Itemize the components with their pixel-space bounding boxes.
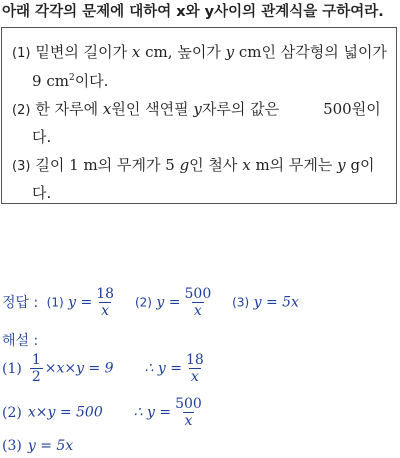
step-1-number: (1) — [2, 360, 22, 377]
answer-3-number: (3) — [232, 295, 250, 310]
answer-2-number: (2) — [134, 295, 152, 310]
problem-1-line-1 — [12, 41, 387, 62]
answer-1-fraction — [94, 286, 116, 319]
problem-1-text-c: 인 삼각형의 넓이가 — [261, 43, 387, 61]
var-y: y — [337, 156, 346, 174]
fraction-denominator: x — [101, 303, 110, 319]
price-value: 500 — [323, 100, 352, 118]
problem-3-number: (3) — [12, 159, 31, 174]
unit-m: m — [255, 156, 270, 174]
fraction-denominator: 2 — [31, 369, 41, 385]
explanation-step-3 — [2, 438, 73, 454]
unit-g: g — [350, 156, 361, 174]
var-y: y — [193, 100, 202, 118]
unit-cm: cm, — [145, 43, 173, 61]
step-1-therefore: ∴ y = — [144, 360, 182, 377]
explanation-step-2 — [2, 396, 206, 429]
fraction-numerator: 18 — [185, 352, 204, 368]
problem-3-text-e: 이 — [360, 156, 375, 174]
problem-2-text-a: 한 자루에 — [35, 100, 103, 118]
problem-3-text-c: 인 철사 — [189, 156, 243, 174]
problem-2-text-b: 원인 색연필 — [111, 100, 194, 118]
area-value: 9 — [32, 72, 42, 90]
step-3-number: (3) — [2, 438, 22, 454]
step-1-half — [30, 352, 43, 385]
answer-2-fraction — [183, 286, 214, 319]
fraction-numerator: 18 — [96, 286, 115, 302]
problem-3-text-d: 의 무게는 — [269, 156, 338, 174]
problem-1-line-2 — [32, 70, 108, 91]
answer-line — [2, 286, 299, 319]
fraction-numerator: 500 — [184, 286, 212, 302]
area-unit: cm — [46, 72, 69, 90]
answer-2-lhs: y = — [156, 294, 181, 311]
question-prompt: 아래 각각의 문제에 대하여 x와 y사이의 관계식을 구하여라. — [2, 4, 384, 20]
problem-1-number: (1) — [12, 46, 31, 61]
step-3-equation: y = 5x — [27, 438, 74, 454]
problem-3-line-2 — [32, 182, 51, 203]
fraction-numerator: 1 — [31, 352, 41, 368]
answer-1-lhs: y = — [68, 294, 93, 311]
fraction-denominator: x — [193, 303, 202, 319]
problem-2-line-2 — [32, 126, 51, 147]
fraction-numerator: 500 — [175, 396, 202, 412]
answer-3-equation: y = 5x — [253, 294, 299, 311]
unit-g: g — [179, 156, 190, 174]
answer-1-number: (1) — [46, 295, 64, 310]
unit-cm: cm — [238, 43, 262, 61]
step-1-result — [184, 352, 206, 385]
problem-3-text-end: 다. — [32, 184, 52, 202]
problem-2-text-end: 다. — [32, 128, 52, 146]
length-value: 1 — [69, 156, 79, 174]
step-1-equation: ×x×y = 9 — [44, 360, 114, 377]
problem-3-text-a: 길이 — [35, 156, 70, 174]
explanation-step-1 — [2, 352, 208, 385]
fraction-denominator: x — [184, 413, 193, 429]
fraction-denominator: x — [190, 369, 199, 385]
var-x: x — [102, 100, 112, 118]
problem-2-text-c: 자루의 값은 — [201, 100, 280, 118]
explanation-label: 해설 : — [2, 333, 39, 349]
problem-box — [1, 27, 397, 204]
problem-2-line-1 — [12, 98, 381, 119]
problem-1-text-end: 이다. — [74, 72, 109, 90]
step-2-result — [173, 396, 204, 429]
step-2-equation: x×y = 500 — [27, 404, 103, 421]
weight-value: 5 — [165, 156, 175, 174]
answer-label: 정답 : — [2, 294, 39, 311]
problem-1-text-b: 높이가 — [172, 43, 226, 61]
var-x: x — [242, 156, 251, 174]
step-2-number: (2) — [2, 404, 22, 421]
step-2-therefore: ∴ y = — [133, 404, 172, 421]
problem-3-text-b: 의 무게가 — [97, 156, 166, 174]
area-unit-exponent: 2 — [68, 73, 75, 83]
problem-2-number: (2) — [12, 103, 31, 118]
problem-3-line-1 — [12, 154, 375, 175]
var-x: x — [131, 43, 141, 61]
unit-m: m — [83, 156, 98, 174]
problem-2-text-d: 원이 — [351, 100, 381, 118]
problem-1-text-a: 밑변의 길이가 — [35, 43, 132, 61]
var-y: y — [225, 43, 235, 61]
